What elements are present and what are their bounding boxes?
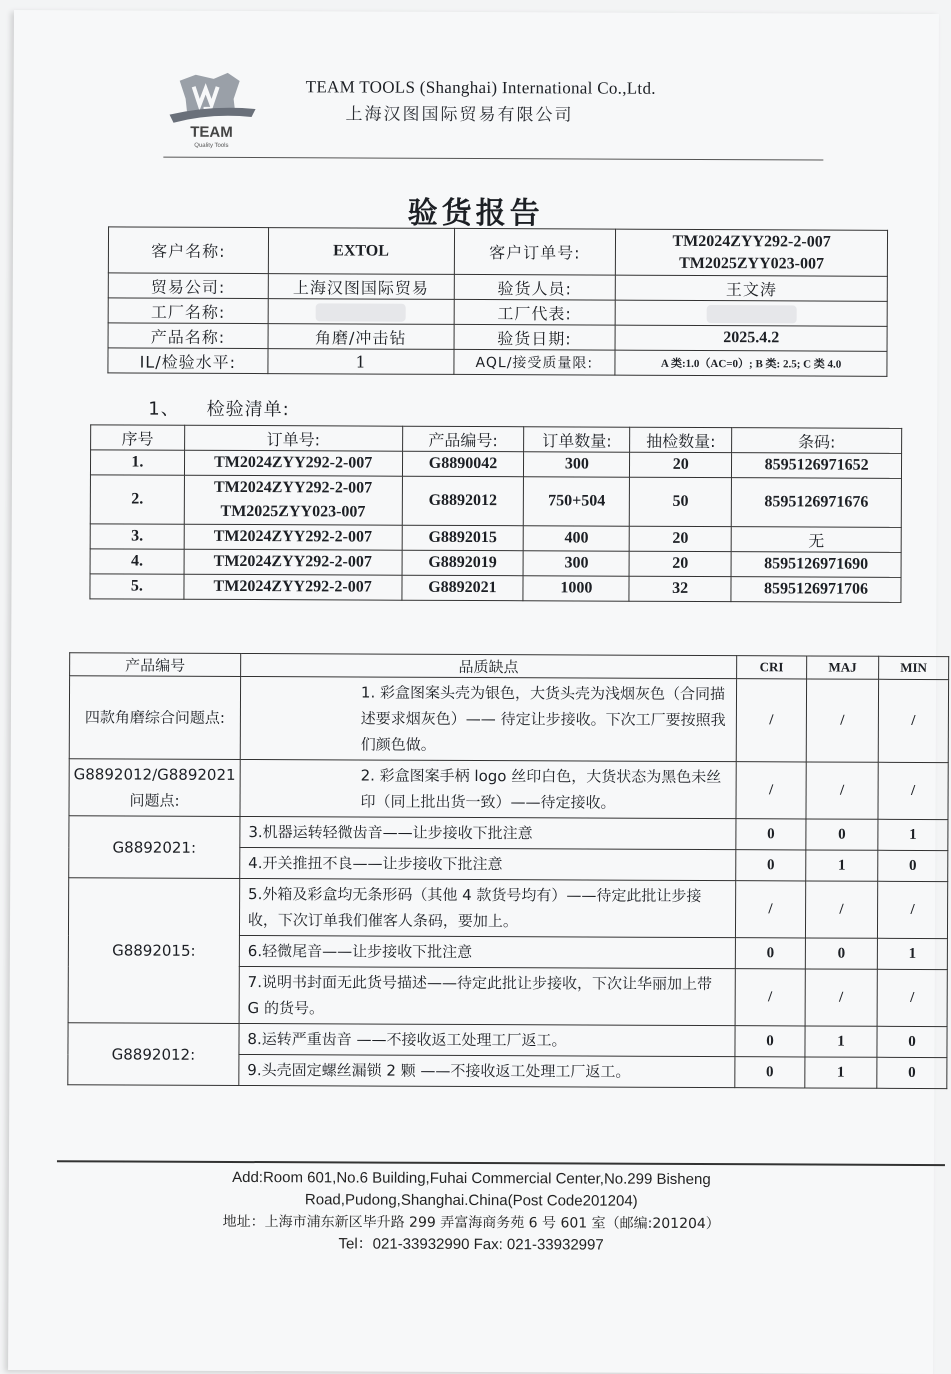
phone-fax: Tel：021-33932990 Fax: 021-33932997 xyxy=(338,1235,604,1254)
cell-sample: 20 xyxy=(629,551,731,576)
cell-product: G8892012: xyxy=(68,1023,239,1086)
cell-min: / xyxy=(877,969,947,1026)
table-row xyxy=(90,524,901,553)
col-header: CRI xyxy=(737,656,807,679)
factory-rep-redacted xyxy=(615,300,887,326)
cell-min: 0 xyxy=(878,850,948,881)
factory-label: 工厂名称: xyxy=(108,298,268,324)
il-label: IL/检验水平: xyxy=(108,348,268,374)
inspection-list-table xyxy=(89,424,902,603)
cell-sample: 20 xyxy=(629,526,731,551)
company-name-cn: 上海汉图国际贸易有限公司 xyxy=(345,104,574,126)
cell-maj: / xyxy=(806,762,878,819)
table-row xyxy=(68,1023,947,1058)
cell-cri: 0 xyxy=(735,938,805,969)
cell-cri: 0 xyxy=(735,1026,805,1057)
cell-cri: / xyxy=(735,969,805,1026)
cell-maj: / xyxy=(805,881,877,938)
cell-defect: 9.头壳固定螺丝漏锁 2 颗 ——不接收返工处理工厂返工。 xyxy=(239,1054,735,1087)
cell-defect: 6.轻微尾音——让步接收下批注意 xyxy=(239,935,735,968)
cell-no: 4. xyxy=(90,549,184,574)
cell-min: / xyxy=(878,762,948,819)
cell-cri: 0 xyxy=(735,1057,805,1088)
logo-subtitle: Quality Tools xyxy=(194,142,229,149)
cell-qty: 300 xyxy=(524,452,630,477)
cell-maj: 1 xyxy=(805,1026,877,1057)
cell-cri: 0 xyxy=(736,819,806,850)
trade-label: 贸易公司: xyxy=(108,273,268,299)
col-header: 条码: xyxy=(732,428,902,454)
cell-min: 1 xyxy=(878,819,948,850)
cell-min: 0 xyxy=(877,1026,947,1057)
product-label: 产品名称: xyxy=(108,323,268,349)
date-value: 2025.4.2 xyxy=(615,325,887,351)
cell-order: TM2024ZYY292-2-007 xyxy=(184,524,402,550)
info-table xyxy=(107,226,888,376)
cell-product: G8892012 xyxy=(402,476,524,526)
table-row xyxy=(69,816,948,851)
order-number-2: TM2025ZYY023-007 xyxy=(679,254,825,273)
redaction-mark xyxy=(316,303,406,321)
table-row xyxy=(90,574,901,603)
cell-cri: / xyxy=(736,762,806,819)
table-row xyxy=(69,759,948,820)
cell-sample: 32 xyxy=(629,576,731,601)
col-header: 订单数量: xyxy=(524,427,630,452)
footer-divider xyxy=(57,1160,945,1165)
cell-no: 5. xyxy=(90,574,184,599)
inspector-value: 王文涛 xyxy=(616,275,888,301)
table-row xyxy=(90,475,901,528)
defects-table xyxy=(67,652,949,1089)
order-line-2: TM2025ZYY023-007 xyxy=(220,502,366,521)
cell-barcode: 无 xyxy=(731,527,901,553)
aql-label: AQL/接受质量限: xyxy=(453,349,615,375)
cell-min: 1 xyxy=(877,938,947,969)
col-header: 抽检数量: xyxy=(630,427,732,452)
col-header: 产品编号: xyxy=(402,426,524,452)
cell-min: 0 xyxy=(877,1057,947,1088)
cell-product: G8892019 xyxy=(402,550,524,576)
cell-defect: 1. 彩盒图案头壳为银色，大货头壳为浅烟灰色（合同描述要求烟灰色）—— 待定让步接收。下次工厂要按照我们颜色做。 xyxy=(240,676,736,761)
cell-qty: 750+504 xyxy=(524,477,630,526)
redaction-mark xyxy=(706,305,796,323)
cell-defect: 5.外箱及彩盒均无条形码（其他 4 款货号均有）——待定此批让步接收，下次订单我们催客人条码，要加上。 xyxy=(239,878,735,937)
address-cn: 地址：上海市浦东新区毕升路 299 弄富海商务苑 6 号 601 室（邮编:201204） xyxy=(222,1213,720,1233)
cell-maj: / xyxy=(806,679,878,762)
cell-sample: 50 xyxy=(630,477,732,526)
inspector-label: 验货人员: xyxy=(454,274,616,300)
factory-value-redacted xyxy=(268,299,454,325)
cell-cri: / xyxy=(736,679,806,762)
cell-defect: 3.机器运转轻微齿音——让步接收下批注意 xyxy=(240,816,736,849)
cell-order: TM2024ZYY292-2-007 xyxy=(184,549,402,575)
col-header: MAJ xyxy=(807,656,879,679)
cell-barcode: 8595126971652 xyxy=(732,453,902,479)
cell-defect: 8.运转严重齿音 ——不接收返工处理工厂返工。 xyxy=(239,1023,735,1056)
cell-defect: 2. 彩盒图案手柄 logo 丝印白色，大货状态为黑色未丝印（同上批出货一致）——待定接收。 xyxy=(240,759,736,818)
cell-product: G8892021: xyxy=(69,816,240,879)
company-name-en: TEAM TOOLS (Shanghai) International Co.,Ltd. xyxy=(305,77,656,98)
col-header: 产品编号 xyxy=(70,653,241,677)
customer-label: 客户名称: xyxy=(108,227,268,274)
footer xyxy=(9,1166,934,1258)
col-header: MIN xyxy=(879,656,949,679)
cell-maj: 0 xyxy=(806,819,878,850)
report-title: 验货报告 xyxy=(407,195,544,232)
cell-product: G8892015: xyxy=(68,878,240,1024)
cell-order: TM2024ZYY292-2-007 xyxy=(184,450,402,476)
section-number: 1、 xyxy=(148,398,180,420)
cell-maj: / xyxy=(805,969,877,1026)
order-value xyxy=(616,229,888,276)
table-row xyxy=(90,549,901,578)
aql-value: A 类:1.0（AC=0）; B 类: 2.5; C 类 4.0 xyxy=(615,350,887,376)
cell-maj: 1 xyxy=(806,850,878,881)
cell-qty: 1000 xyxy=(523,576,629,601)
cell-barcode: 8595126971690 xyxy=(731,552,901,578)
cell-product: G8892021 xyxy=(401,575,523,601)
cell-no: 3. xyxy=(90,524,184,549)
cell-product: G8892015 xyxy=(402,525,524,551)
cell-order xyxy=(184,475,402,525)
cell-qty: 400 xyxy=(524,526,630,551)
factory-rep-label: 工厂代表: xyxy=(454,299,616,325)
cell-min: / xyxy=(878,679,948,762)
product-value: 角磨/冲击钻 xyxy=(268,324,454,350)
table-row xyxy=(68,878,947,939)
table-row xyxy=(69,676,948,763)
date-label: 验货日期: xyxy=(454,324,616,350)
cell-order: TM2024ZYY292-2-007 xyxy=(184,574,402,600)
cell-defect: 7.说明书封面无此货号描述——待定此批让步接收，下次让华丽加上带 G 的货号。 xyxy=(239,966,735,1025)
order-number-1: TM2024ZYY292-2-007 xyxy=(672,232,831,251)
col-header: 品质缺点 xyxy=(241,653,737,678)
il-value: 1 xyxy=(268,349,454,375)
section-heading xyxy=(148,395,290,422)
cell-qty: 300 xyxy=(523,551,629,576)
cell-product: G8890042 xyxy=(402,451,524,477)
order-label: 客户订单号: xyxy=(454,228,616,275)
table-row xyxy=(90,450,901,479)
order-line-1: TM2024ZYY292-2-007 xyxy=(213,478,373,497)
cell-barcode: 8595126971706 xyxy=(731,577,901,603)
cell-maj: 0 xyxy=(805,938,877,969)
cell-sample: 20 xyxy=(630,452,732,477)
document-page xyxy=(8,10,939,1374)
section-title: 检验清单: xyxy=(206,398,290,421)
cell-min: / xyxy=(877,881,947,938)
address-en-line-2: Road,Pudong,Shanghai.China(Post Code201204) xyxy=(304,1191,638,1210)
cell-defect: 4.开关推扭不良——让步接收下批注意 xyxy=(240,847,736,880)
cell-cri: / xyxy=(735,881,805,938)
logo-text: TEAM xyxy=(190,123,233,141)
customer-value: EXTOL xyxy=(268,228,454,275)
team-logo xyxy=(165,69,257,155)
cell-no: 2. xyxy=(90,475,184,524)
header-divider xyxy=(163,157,823,161)
cell-maj: 1 xyxy=(805,1057,877,1088)
address-en-line-1: Add:Room 601,No.6 Building,Fuhai Commercial Center,No.299 Bisheng xyxy=(232,1168,711,1189)
cell-product: G8892012/G8892021 问题点: xyxy=(69,759,240,817)
cell-no: 1. xyxy=(90,450,184,475)
cell-cri: 0 xyxy=(736,850,806,881)
cell-barcode: 8595126971676 xyxy=(731,478,901,528)
col-header: 序号 xyxy=(91,425,185,450)
col-header: 订单号: xyxy=(184,425,402,451)
cell-product: 四款角磨综合问题点: xyxy=(69,676,240,760)
trade-value: 上海汉图国际贸易 xyxy=(268,274,454,300)
